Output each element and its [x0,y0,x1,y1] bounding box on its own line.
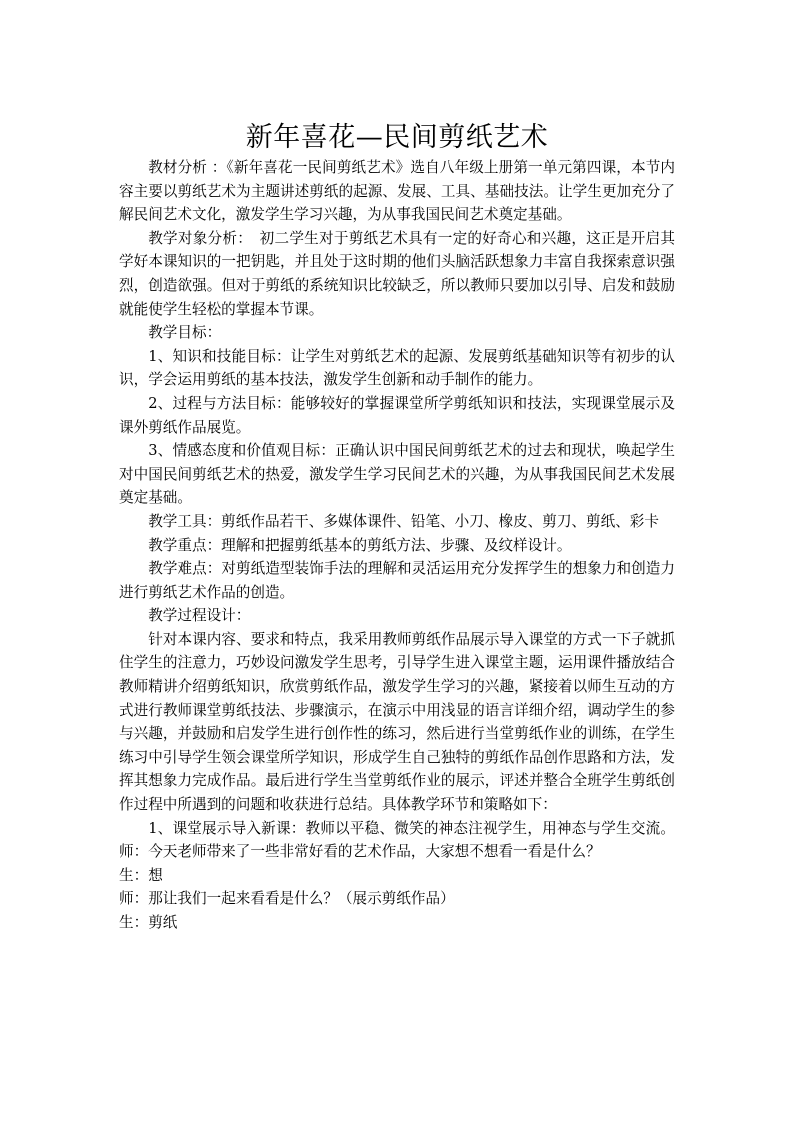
paragraph-difficulties: 教学难点：对剪纸造型装饰手法的理解和灵活运用充分发挥学生的想象力和创造力进行剪纸艺术作品的创造。 [119,560,675,601]
dialogue-line: 生：剪纸 [119,914,178,931]
paragraph-teaching-tools: 教学工具：剪纸作品若干、多媒体课件、铅笔、小刀、橡皮、剪刀、剪纸、彩卡 [148,512,659,530]
document-title: 新年喜花—民间剪纸艺术 [245,122,549,153]
paragraph-step-one: 1、课堂展示导入新课：教师以平稳、微笑的神态注视学生，用神态与学生交流。师：今天老师带来了一些非常好看的艺术作品，大家想不想看一看是什么？ [119,819,675,861]
paragraph-material-analysis: 教材分析 ：《新年喜花一民间剪纸艺术》选自八年级上册第一单元第四课，本节内容主要以剪纸艺术为主题讲述剪纸的起源、发展、工具、基础技法。让学生更加充分了解民间艺术文化，激发学生学习兴趣，为从事我国民间艺术奠定基础。 [119,159,675,224]
paragraph-teaching-goals-heading: 教学目标： [148,324,222,342]
paragraph-goal-knowledge: 1、知识和技能目标：让学生对剪纸艺术的起源、发展剪纸基础知识等有初步的认识，学会运用剪纸的基本技法，激发学生创新和动手制作的能力。 [119,347,675,389]
document-page [119,118,675,935]
paragraph-key-points: 教学重点：理解和把握剪纸基本的剪纸方法、步骤、及纹样设计。 [148,536,572,554]
dialogue-line: 师：那让我们一起来看看是什么？（展示剪纸作品） [119,890,455,908]
paragraph-goal-process: 2、过程与方法目标：能够较好的掌握课堂所学剪纸知识和技法，实现课堂展示及课外剪纸作品展览。 [119,394,675,436]
paragraph-goal-emotion: 3、情感态度和价值观目标：正确认识中国民间剪纸艺术的过去和现状，唤起学生对中国民间剪纸艺术的热爱，激发学生学习民间艺术的兴趣，为从事我国民间艺术发展奠定基础。 [119,442,675,507]
paragraph-student-analysis: 教学对象分析： 初二学生对于剪纸艺术具有一定的好奇心和兴趣，这正是开启其学好本课知识的一把钥匙，并且处于这时期的他们头脑活跃想象力丰富自我探索意识强烈，创造欲强。但对于剪纸的系统知识比较缺乏，所以教师只要加以引导、启发和鼓励就能使学生轻松的掌握本节课。 [119,229,675,318]
paragraph-process-description: 针对本课内容、要求和特点，我采用教师剪纸作品展示导入课堂的方式一下子就抓住学生的注意力，巧妙设问激发学生思考，引导学生进入课堂主题，运用课件播放结合教师精讲介绍剪纸知识，欣赏剪纸作品，激发学生学习的兴趣，紧接着以师生互动的方式进行教师课堂剪纸技法、步骤演示，在演示中用浅显的语言详细介绍，调动学生的参与兴趣，并鼓励和启发学生进行创作性的练习，然后进行当堂剪纸作业的训练，在学生练习中引导学生领会课堂所学知识，形成学生自己独特的剪纸作品创作思路和方法，发挥其想象力完成作品。最后进行学生当堂剪纸作业的展示，评述并整合全班学生剪纸创作过程中所遇到的问题和收获进行总结。具体教学环节和策略如下： [119,630,675,814]
dialogue-line: 生：想 [119,866,163,884]
paragraph-process-heading: 教学过程设计： [148,607,251,625]
